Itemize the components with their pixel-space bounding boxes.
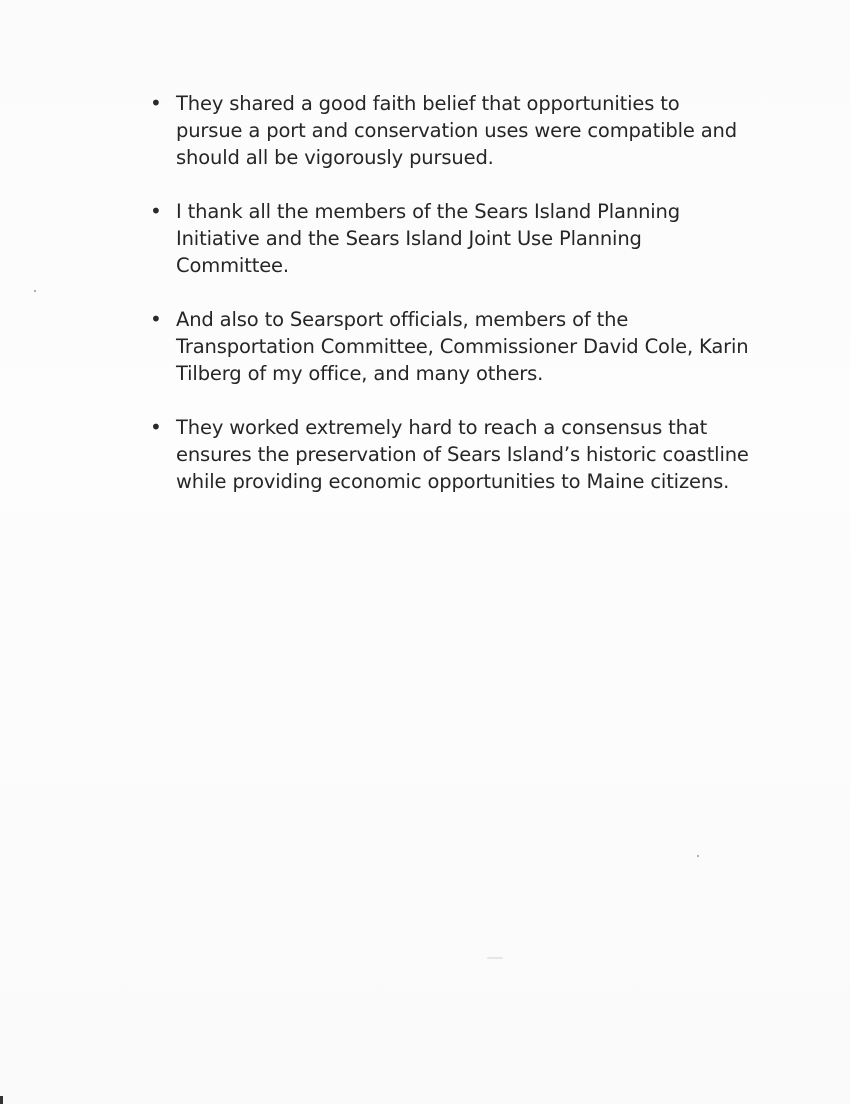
scan-speck [697,855,699,857]
bullet-text: They shared a good faith belief that opportunities to pursue a port and conservation uses were compatible and should all be vigorously pursued. [176,92,737,169]
bullet-item [150,306,750,387]
bullet-text: They worked extremely hard to reach a consensus that ensures the preservation of Sears Island’s historic coastline while providing economic opportunities to Maine citizens. [176,416,749,493]
bullet-text: I thank all the members of the Sears Island Planning Initiative and the Sears Island Joint Use Planning Committee. [176,200,680,277]
bullet-item [150,414,750,495]
bullet-marker-icon: • [150,199,162,223]
bullet-item [150,198,750,279]
bullet-text: And also to Searsport officials, members of the Transportation Committee, Commissioner David Cole, Karin Tilberg of my office, and many others. [176,308,749,385]
scan-speck [34,290,36,292]
scan-edge-mark [0,1096,3,1104]
bullet-marker-icon: • [150,91,162,115]
scan-smudge [487,957,503,959]
bullet-item [150,90,750,171]
bullet-marker-icon: • [150,307,162,331]
bullet-list [150,90,750,522]
bullet-marker-icon: • [150,415,162,439]
